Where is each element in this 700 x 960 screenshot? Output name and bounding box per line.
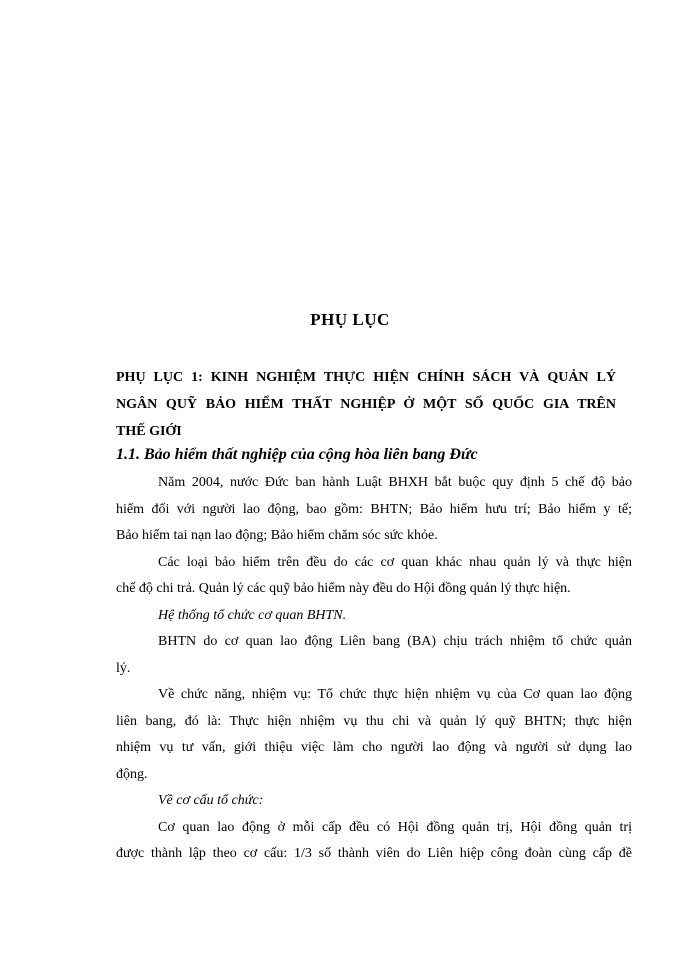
appendix-heading — [116, 364, 616, 445]
paragraph-line: Năm 2004, nước Đức ban hành Luật BHXH bắt buộc quy định 5 chế độ bảo — [158, 475, 632, 490]
paragraph-line: liên bang, đó là: Thực hiện nhiệm vụ thu chi và quản lý quỹ BHTN; thực hiện — [116, 713, 632, 729]
paragraph-line: Về chức năng, nhiệm vụ: Tổ chức thực hiện nhiệm vụ của Cơ quan lao động — [158, 687, 632, 702]
paragraph-line: Các loại bảo hiểm trên đều do các cơ quan khác nhau quản lý và thực hiện — [158, 554, 632, 570]
section-heading: 1.1. Bảo hiểm thất nghiệp của cộng hòa liên bang Đức — [116, 446, 478, 463]
appendix-heading-line: THẾ GIỚI — [116, 424, 182, 439]
paragraph-line: Cơ quan lao động ở mỗi cấp đều có Hội đồng quản trị, Hội đồng quản trị — [158, 819, 632, 835]
body-text — [116, 470, 632, 868]
paragraph-line: BHTN do cơ quan lao động Liên bang (BA) chịu trách nhiệm tổ chức quản — [158, 634, 632, 649]
paragraph-line: động. — [116, 766, 148, 782]
subheading-line: Về cơ cấu tổ chức: — [158, 793, 264, 808]
paragraph-line: hiểm đối với người lao động, bao gồm: BHTN; Bảo hiểm hưu trí; Bảo hiểm y tế; — [116, 501, 632, 517]
appendix-heading-line: NGÂN QUỸ BẢO HIỂM THẤT NGHIỆP Ở MỘT SỐ QUỐC GIA TRÊN — [116, 397, 616, 412]
paragraph-line: được thành lập theo cơ cấu: 1/3 số thành viên do Liên hiệp công đoàn cùng cấp đề — [116, 846, 632, 861]
paragraph-line: chế độ chi trả. Quản lý các quỹ bảo hiểm này đều do Hội đồng quản lý thực hiện. — [116, 581, 571, 596]
paragraph-line: nhiệm vụ tư vấn, giới thiệu việc làm cho người lao động và người sử dụng lao — [116, 740, 632, 755]
appendix-heading-line: PHỤ LỤC 1: KINH NGHIỆM THỰC HIỆN CHÍNH SÁCH VÀ QUẢN LÝ — [116, 370, 616, 385]
page-title: PHỤ LỤC — [310, 310, 390, 329]
subheading-line: Hệ thống tổ chức cơ quan BHTN. — [158, 607, 347, 623]
paragraph-line: lý. — [116, 660, 131, 676]
paragraph-line: Bảo hiểm tai nạn lao động; Bảo hiểm chăm sóc sức khỏe. — [116, 528, 438, 543]
